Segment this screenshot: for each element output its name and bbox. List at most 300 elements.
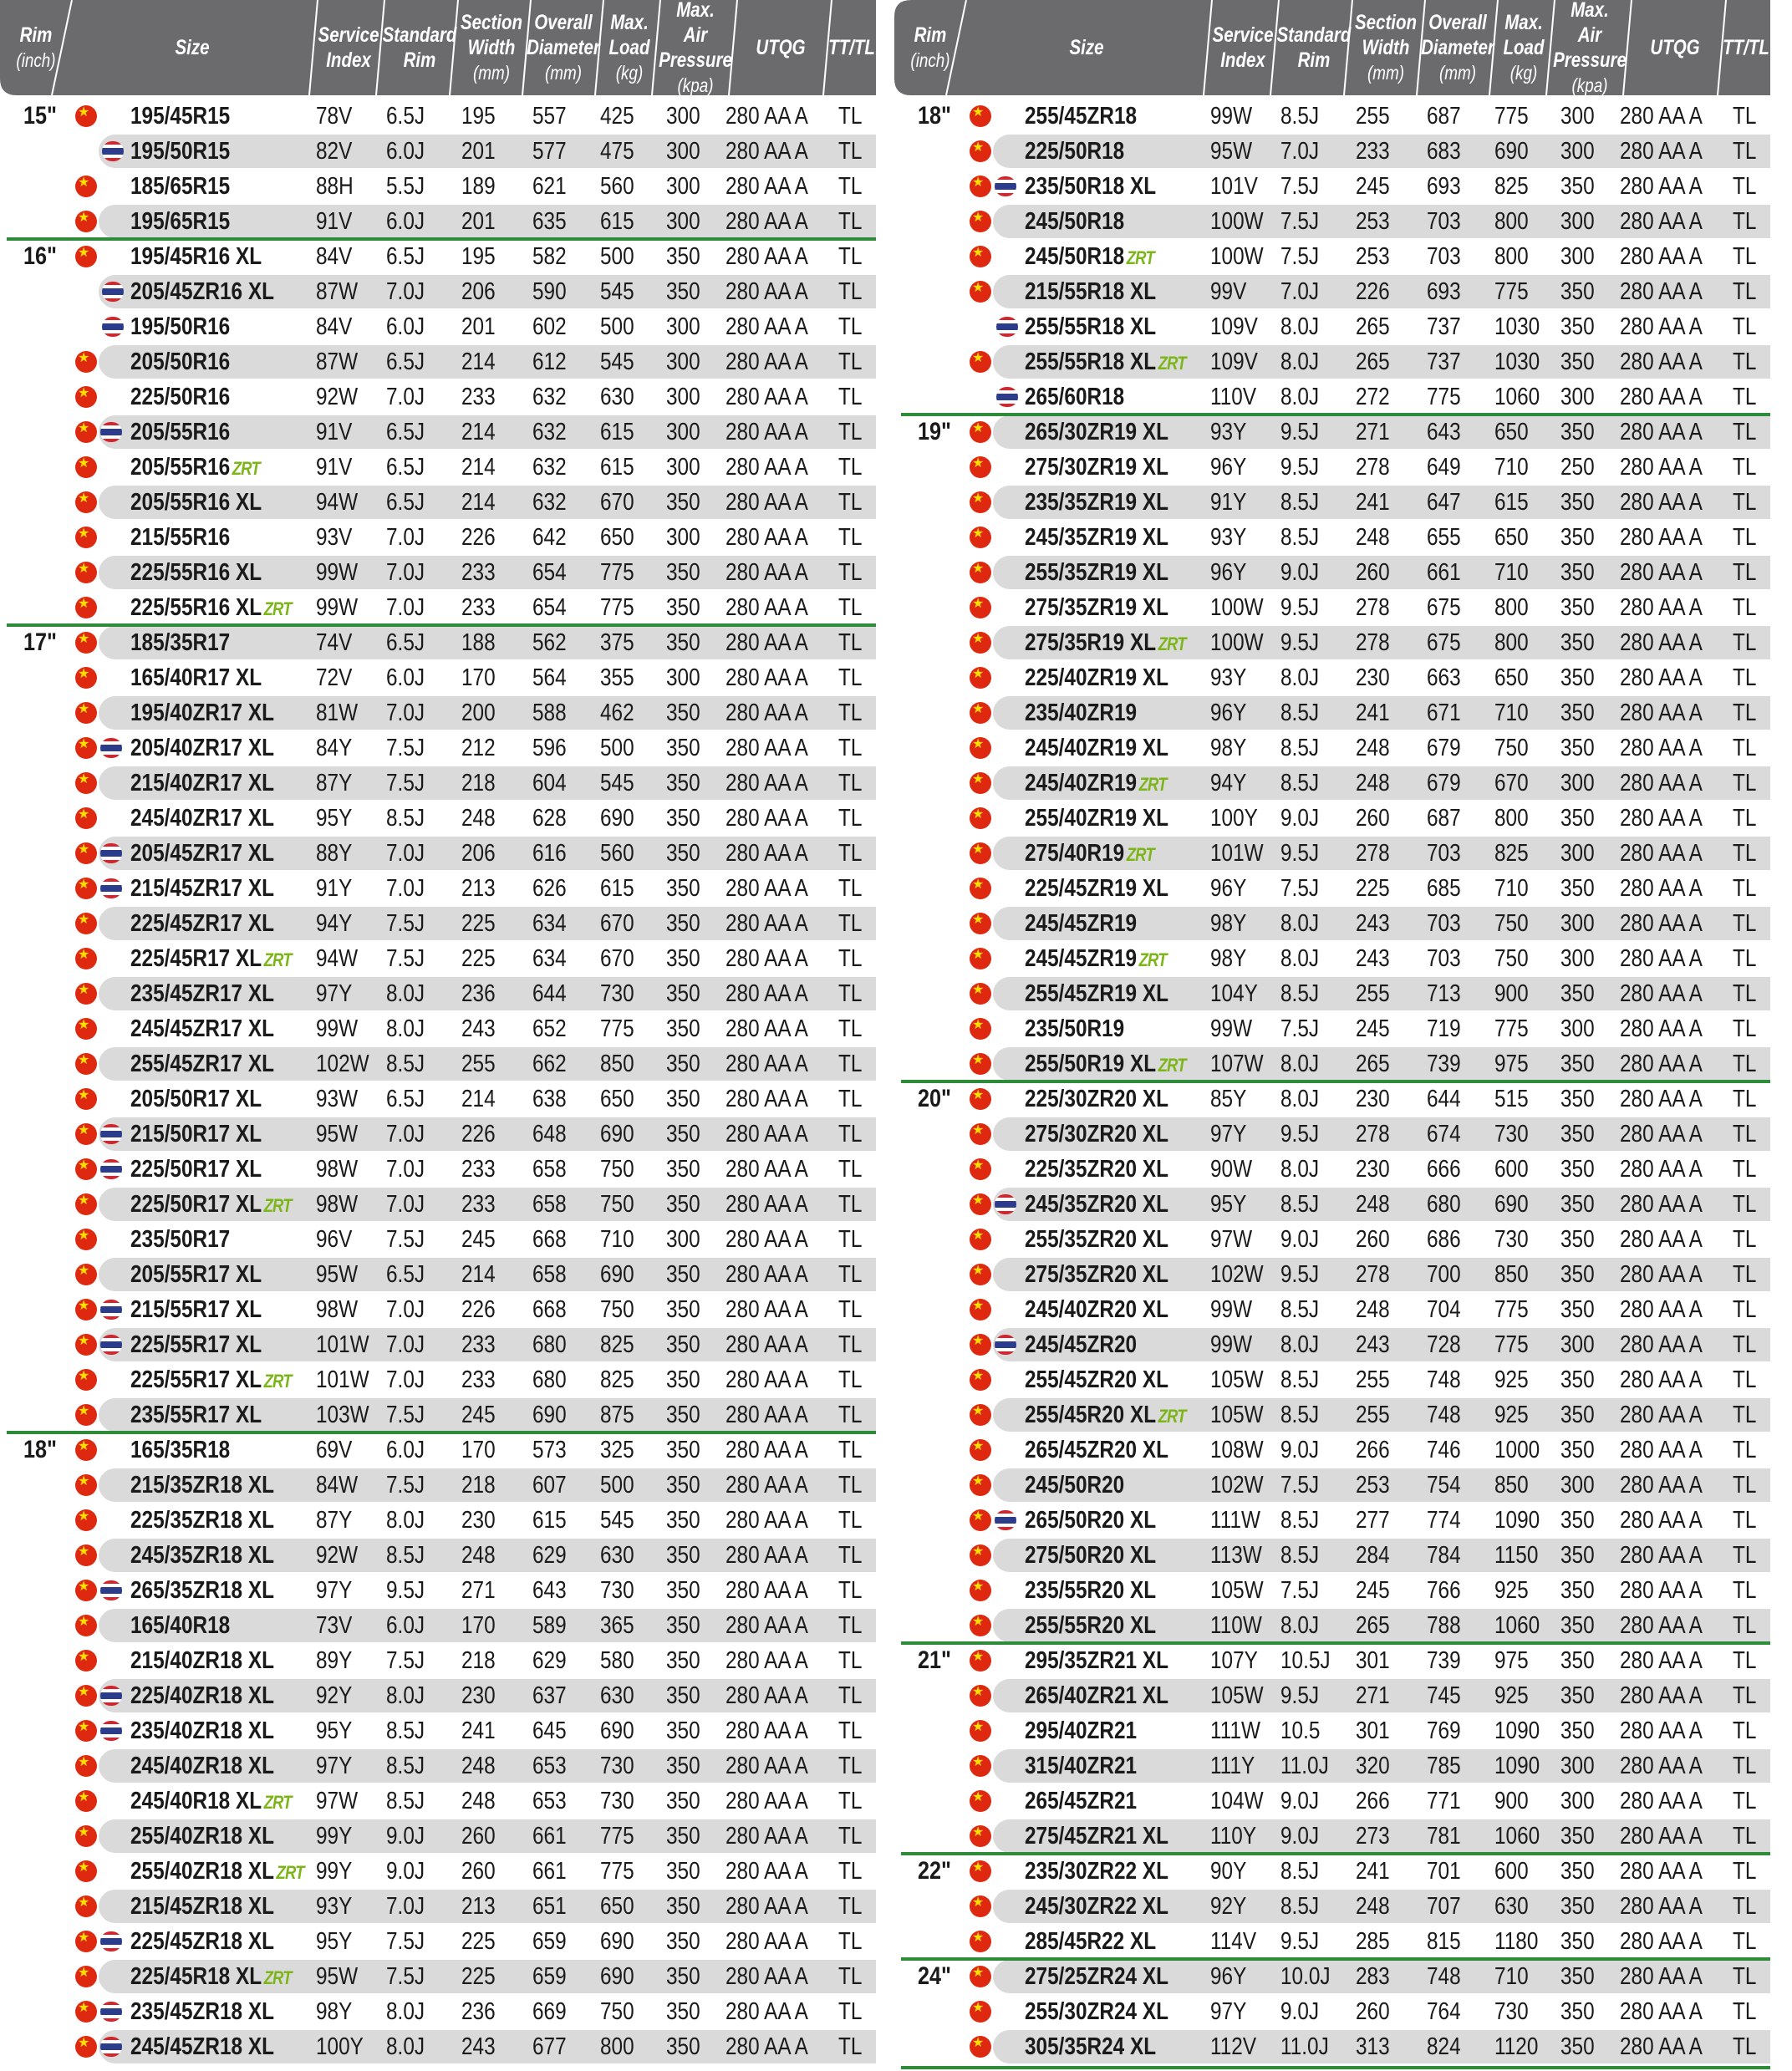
overall-diameter-cell: 582: [532, 243, 567, 270]
section-width-cell: 225: [461, 945, 496, 972]
standard-rim-cell: 7.0J: [386, 384, 425, 410]
max-pressure-cell: 350: [666, 1015, 700, 1042]
max-pressure-cell: 350: [1560, 875, 1595, 902]
size-cell: 245/30ZR22 XL: [1025, 1893, 1168, 1920]
tt-tl-cell: TL: [838, 1331, 863, 1358]
size-cell: 235/50R19: [1025, 1015, 1125, 1042]
size-cell: 225/35ZR18 XL: [130, 1507, 274, 1534]
size-cell: 255/40ZR19 XL: [1025, 805, 1168, 832]
tt-tl-cell: TL: [838, 1753, 863, 1779]
utqg-cell: 280 AA A: [1620, 1015, 1703, 1042]
overall-diameter-cell: 769: [1427, 1717, 1461, 1744]
max-load-cell: 750: [1494, 735, 1529, 761]
section-width-cell: 214: [461, 454, 496, 481]
max-pressure-cell: 350: [666, 243, 700, 270]
china-flag-icon: [970, 456, 991, 478]
standard-rim-cell: 7.5J: [386, 1647, 425, 1674]
max-load-cell: 615: [600, 208, 634, 235]
service-index-cell: 96Y: [1210, 875, 1247, 902]
tt-tl-cell: TL: [1733, 138, 1757, 165]
service-index-cell: 100W: [1210, 594, 1264, 621]
section-width-cell: 236: [461, 980, 496, 1007]
section-width-cell: 236: [461, 1998, 496, 2025]
size-cell: 195/65R15: [130, 208, 231, 235]
size-cell: 215/35ZR18 XL: [130, 1472, 274, 1499]
header-standard-rim-line1: Standard: [382, 23, 457, 47]
size-cell: 235/45ZR17 XL: [130, 980, 274, 1007]
utqg-cell: 280 AA A: [1620, 1437, 1703, 1463]
service-index-cell: 110V: [1210, 384, 1257, 410]
max-load-cell: 1090: [1494, 1753, 1540, 1779]
overall-diameter-cell: 643: [1427, 419, 1461, 445]
standard-rim-cell: 8.5J: [1280, 1893, 1320, 1920]
utqg-cell: 280 AA A: [725, 1682, 808, 1709]
thailand-flag-icon: [100, 1931, 122, 1951]
utqg-cell: 280 AA A: [1620, 1998, 1703, 2025]
china-flag-icon: [75, 913, 97, 934]
max-pressure-cell: 350: [666, 1086, 700, 1112]
size-cell: 205/50R16: [130, 349, 231, 375]
tt-tl-cell: TL: [838, 1437, 863, 1463]
standard-rim-cell: 7.0J: [1280, 138, 1320, 165]
size-cell: 265/50R20 XL: [1025, 1507, 1157, 1534]
max-load-cell: 925: [1494, 1682, 1529, 1709]
max-pressure-cell: 350: [1560, 594, 1595, 621]
service-index-cell: 99W: [316, 1015, 359, 1042]
size-cell: 225/30ZR20 XL: [1025, 1086, 1168, 1112]
max-load-cell: 630: [600, 1542, 634, 1569]
overall-diameter-cell: 693: [1427, 173, 1461, 200]
rim-cell: 24": [918, 1962, 951, 1990]
section-width-cell: 266: [1356, 1437, 1390, 1463]
max-pressure-cell: 350: [666, 1788, 700, 1814]
standard-rim-cell: 7.5J: [1280, 208, 1320, 235]
max-pressure-cell: 350: [666, 1191, 700, 1218]
service-index-cell: 92W: [316, 1542, 359, 1569]
section-width-cell: 195: [461, 103, 496, 130]
table-row: [894, 379, 1770, 415]
section-width-cell: 248: [1356, 735, 1390, 761]
standard-rim-cell: 7.5J: [1280, 1472, 1320, 1499]
max-load-cell: 630: [600, 384, 634, 410]
overall-diameter-cell: 644: [532, 980, 567, 1007]
max-pressure-cell: 350: [1560, 1507, 1595, 1534]
header-size-label: Size: [175, 36, 210, 59]
service-index-cell: 99W: [1210, 1331, 1253, 1358]
size-cell: 245/35ZR20 XL: [1025, 1191, 1168, 1218]
china-flag-icon: [75, 667, 97, 689]
max-pressure-cell: 300: [1560, 1788, 1595, 1814]
standard-rim-cell: 8.0J: [1280, 1612, 1320, 1639]
utqg-cell: 280 AA A: [725, 1963, 808, 1990]
max-pressure-cell: 350: [1560, 173, 1595, 200]
tt-tl-cell: TL: [1733, 629, 1757, 656]
table-row: [0, 976, 876, 1011]
overall-diameter-cell: 654: [532, 559, 567, 586]
tt-tl-cell: TL: [1733, 349, 1757, 375]
service-index-cell: 91Y: [1210, 489, 1247, 516]
max-pressure-cell: 350: [666, 594, 700, 621]
china-flag-icon: [75, 1158, 97, 1180]
service-index-cell: 95Y: [1210, 1191, 1247, 1218]
max-load-cell: 800: [1494, 208, 1529, 235]
section-width-cell: 225: [461, 1928, 496, 1955]
size-cell: 215/45ZR17 XL: [130, 875, 274, 902]
tt-tl-cell: TL: [838, 770, 863, 796]
header-max-load-line1: Max.: [610, 11, 649, 34]
standard-rim-cell: 7.5J: [386, 910, 425, 937]
table-row: [0, 660, 876, 695]
max-pressure-cell: 350: [666, 1647, 700, 1674]
tt-tl-cell: TL: [838, 103, 863, 130]
standard-rim-cell: 9.5J: [1280, 840, 1320, 867]
table-row: [0, 1713, 876, 1748]
max-pressure-cell: 350: [1560, 1261, 1595, 1288]
max-load-cell: 580: [600, 1647, 634, 1674]
size-cell: 305/35R24 XL: [1025, 2033, 1157, 2060]
max-pressure-cell: 350: [1560, 664, 1595, 691]
max-load-cell: 775: [1494, 1296, 1529, 1323]
size-cell: [1025, 836, 1154, 871]
service-index-cell: 99W: [1210, 103, 1253, 130]
table-row: [0, 1573, 876, 1608]
section-width-cell: 273: [1356, 1823, 1390, 1850]
overall-diameter-cell: 616: [532, 840, 567, 867]
table-row: [894, 1397, 1770, 1432]
tt-tl-cell: TL: [1733, 313, 1757, 340]
zrt-badge: ZRT: [276, 1862, 304, 1883]
header-rim-label: Rim: [19, 23, 53, 47]
size-cell: 265/60R18: [1025, 384, 1125, 410]
overall-diameter-cell: 700: [1427, 1261, 1461, 1288]
utqg-cell: 280 AA A: [725, 664, 808, 691]
utqg-cell: 280 AA A: [725, 1753, 808, 1779]
utqg-cell: 280 AA A: [1620, 1156, 1703, 1183]
china-flag-icon: [75, 386, 97, 408]
section-width-cell: 260: [1356, 1998, 1390, 2025]
thailand-flag-icon: [100, 1300, 122, 1320]
max-load-cell: 800: [600, 2033, 634, 2060]
max-pressure-cell: 350: [1560, 1998, 1595, 2025]
section-width-cell: 260: [461, 1858, 496, 1885]
max-load-cell: 800: [1494, 594, 1529, 621]
service-index-cell: 85Y: [1210, 1086, 1247, 1112]
table-row: [0, 1468, 876, 1503]
service-index-cell: 95Y: [316, 1717, 353, 1744]
section-width-cell: 214: [461, 1261, 496, 1288]
max-pressure-cell: 350: [1560, 980, 1595, 1007]
table-row: [0, 1257, 876, 1292]
header-service-index-line1: Service: [1212, 23, 1274, 47]
overall-diameter-cell: 754: [1427, 1472, 1461, 1499]
header-service-index-line1: Service: [318, 23, 379, 47]
utqg-cell: 280 AA A: [725, 1402, 808, 1428]
service-index-cell: 84V: [316, 243, 353, 270]
max-pressure-cell: 350: [666, 805, 700, 832]
section-width-cell: 245: [1356, 173, 1390, 200]
size-cell: 215/40ZR17 XL: [130, 770, 274, 796]
section-width-cell: 248: [461, 1753, 496, 1779]
table-bottom-divider: [901, 2066, 1770, 2069]
header-section-width-unit: (mm): [1367, 62, 1404, 84]
thailand-flag-icon: [100, 878, 122, 898]
standard-rim-cell: 8.0J: [386, 1998, 425, 2025]
china-flag-icon: [75, 246, 97, 267]
size-text: 225/45R17 XL: [130, 945, 262, 972]
service-index-cell: 96Y: [1210, 700, 1247, 726]
size-cell: 255/55R18 XL: [1025, 313, 1157, 340]
service-index-cell: 87Y: [316, 1507, 353, 1534]
size-cell: 245/40ZR19 XL: [1025, 735, 1168, 761]
tt-tl-cell: TL: [1733, 1893, 1757, 1920]
section-width-cell: 243: [461, 1015, 496, 1042]
standard-rim-cell: 9.5J: [1280, 454, 1320, 481]
tt-tl-cell: TL: [838, 1507, 863, 1534]
max-pressure-cell: 350: [1560, 1963, 1595, 1990]
section-width-cell: 243: [1356, 945, 1390, 972]
utqg-cell: 280 AA A: [725, 1998, 808, 2025]
table-row: [0, 590, 876, 625]
tt-tl-cell: TL: [838, 208, 863, 235]
china-flag-icon: [75, 1439, 97, 1461]
service-index-cell: 96Y: [1210, 1963, 1247, 1990]
size-text: 255/50R19 XL: [1025, 1051, 1157, 1077]
overall-diameter-cell: 766: [1427, 1577, 1461, 1604]
tt-tl-cell: TL: [1733, 1437, 1757, 1463]
standard-rim-cell: 7.5J: [386, 770, 425, 796]
table-row: [894, 2029, 1770, 2064]
overall-diameter-cell: 748: [1427, 1402, 1461, 1428]
standard-rim-cell: 11.0J: [1280, 2033, 1329, 2060]
standard-rim-cell: 8.0J: [1280, 313, 1320, 340]
max-load-cell: 730: [1494, 1226, 1529, 1253]
max-pressure-cell: 300: [666, 138, 700, 165]
section-width-cell: 170: [461, 1612, 496, 1639]
utqg-cell: 280 AA A: [725, 313, 808, 340]
max-load-cell: 775: [1494, 103, 1529, 130]
china-flag-icon: [970, 281, 991, 303]
thailand-flag-icon: [102, 317, 124, 337]
section-width-cell: 206: [461, 278, 496, 305]
rim-cell: 19": [918, 418, 951, 445]
service-index-cell: 100W: [1210, 208, 1264, 235]
standard-rim-cell: 7.5J: [386, 1402, 425, 1428]
overall-diameter-cell: 661: [1427, 559, 1461, 586]
header-utqg: [744, 0, 818, 95]
size-cell: 245/50R20: [1025, 1472, 1125, 1499]
china-flag-icon: [970, 491, 991, 513]
section-width-cell: 233: [461, 594, 496, 621]
max-load-cell: 710: [600, 1226, 634, 1253]
standard-rim-cell: 6.5J: [386, 629, 425, 656]
service-index-cell: 108W: [1210, 1437, 1264, 1463]
overall-diameter-cell: 629: [532, 1647, 567, 1674]
header-utqg-label: UTQG: [1650, 36, 1700, 59]
overall-diameter-cell: 612: [532, 349, 567, 375]
max-load-cell: 615: [600, 419, 634, 445]
thailand-flag-icon: [100, 843, 122, 863]
max-load-cell: 1090: [1494, 1507, 1540, 1534]
section-width-cell: 278: [1356, 629, 1390, 656]
table-row: [894, 1117, 1770, 1152]
table-row: [0, 1538, 876, 1573]
tt-tl-cell: TL: [838, 1472, 863, 1499]
standard-rim-cell: 9.0J: [386, 1858, 425, 1885]
max-pressure-cell: 300: [1560, 103, 1595, 130]
utqg-cell: 280 AA A: [1620, 1121, 1703, 1147]
right-size-table: [894, 0, 1770, 2069]
table-row: [894, 1011, 1770, 1046]
tt-tl-cell: TL: [838, 1577, 863, 1604]
china-flag-icon: [970, 1755, 991, 1777]
overall-diameter-cell: 703: [1427, 208, 1461, 235]
max-load-cell: 710: [1494, 559, 1529, 586]
max-pressure-cell: 300: [666, 208, 700, 235]
tt-tl-cell: TL: [838, 1191, 863, 1218]
zrt-badge: ZRT: [263, 1967, 292, 1988]
china-flag-icon: [970, 1299, 991, 1320]
standard-rim-cell: 8.0J: [1280, 945, 1320, 972]
tt-tl-cell: TL: [838, 173, 863, 200]
standard-rim-cell: 8.5J: [386, 805, 425, 832]
section-width-cell: 201: [461, 313, 496, 340]
utqg-cell: 280 AA A: [1620, 945, 1703, 972]
table-row: [894, 906, 1770, 941]
overall-diameter-cell: 737: [1427, 349, 1461, 375]
china-flag-icon: [75, 772, 97, 794]
overall-diameter-cell: 771: [1427, 1788, 1461, 1814]
utqg-cell: 280 AA A: [725, 524, 808, 551]
standard-rim-cell: 8.0J: [1280, 384, 1320, 410]
overall-diameter-cell: 659: [532, 1928, 567, 1955]
max-pressure-cell: 350: [1560, 1402, 1595, 1428]
section-width-cell: 245: [461, 1402, 496, 1428]
size-cell: 295/40ZR21: [1025, 1717, 1138, 1744]
utqg-cell: 280 AA A: [725, 1507, 808, 1534]
max-load-cell: 775: [1494, 1015, 1529, 1042]
standard-rim-cell: 8.5J: [1280, 1542, 1320, 1569]
max-pressure-cell: 300: [666, 173, 700, 200]
header-rim-label: Rim: [914, 23, 947, 47]
china-flag-icon: [970, 842, 991, 864]
thailand-flag-icon: [995, 176, 1016, 196]
tt-tl-cell: TL: [838, 384, 863, 410]
right-table-body: [894, 99, 1770, 2069]
utqg-cell: 280 AA A: [725, 1472, 808, 1499]
utqg-cell: 280 AA A: [1620, 1366, 1703, 1393]
max-pressure-cell: 300: [1560, 945, 1595, 972]
utqg-cell: 280 AA A: [725, 770, 808, 796]
size-cell: 165/35R18: [130, 1437, 231, 1463]
standard-rim-cell: 8.5J: [1280, 103, 1320, 130]
tt-tl-cell: TL: [838, 454, 863, 481]
max-load-cell: 690: [600, 1261, 634, 1288]
table-row: [894, 1854, 1770, 1889]
china-flag-icon: [970, 1158, 991, 1180]
service-index-cell: 100W: [1210, 243, 1264, 270]
max-load-cell: 500: [600, 1472, 634, 1499]
overall-diameter-cell: 638: [532, 1086, 567, 1112]
tt-tl-cell: TL: [1733, 1121, 1757, 1147]
overall-diameter-cell: 628: [532, 805, 567, 832]
tt-tl-cell: TL: [1733, 1086, 1757, 1112]
tt-tl-cell: TL: [838, 1893, 863, 1920]
standard-rim-cell: 9.0J: [1280, 1226, 1320, 1253]
left-table-body: [0, 99, 876, 2069]
china-flag-icon: [75, 491, 97, 513]
size-cell: 275/50R20 XL: [1025, 1542, 1157, 1569]
china-flag-icon: [970, 1580, 991, 1601]
max-load-cell: 710: [1494, 1963, 1529, 1990]
standard-rim-cell: 7.5J: [1280, 875, 1320, 902]
header-overall-diameter-unit: (mm): [1439, 62, 1476, 84]
header-rim-unit: (inch): [910, 49, 950, 71]
tt-tl-cell: TL: [1733, 1015, 1757, 1042]
max-pressure-cell: 350: [1560, 1928, 1595, 1955]
china-flag-icon: [75, 1053, 97, 1075]
max-load-cell: 710: [1494, 875, 1529, 902]
overall-diameter-cell: 788: [1427, 1612, 1461, 1639]
standard-rim-cell: 8.5J: [1280, 524, 1320, 551]
table-row: [894, 415, 1770, 450]
standard-rim-cell: 7.0J: [386, 1121, 425, 1147]
size-cell: 225/45ZR19 XL: [1025, 875, 1168, 902]
header-rim: [901, 0, 960, 95]
service-index-cell: 91Y: [316, 875, 353, 902]
header-section-width-line2: Width: [1362, 36, 1410, 59]
tt-tl-cell: TL: [838, 1366, 863, 1393]
china-flag-icon: [75, 1790, 97, 1812]
max-pressure-cell: 350: [666, 1753, 700, 1779]
overall-diameter-cell: 643: [532, 1577, 567, 1604]
table-row: [0, 1327, 876, 1362]
service-index-cell: 93Y: [1210, 524, 1247, 551]
utqg-cell: 280 AA A: [1620, 173, 1703, 200]
size-cell: [130, 450, 260, 485]
section-width-cell: 265: [1356, 1612, 1390, 1639]
section-width-cell: 230: [461, 1682, 496, 1709]
standard-rim-cell: 7.0J: [386, 840, 425, 867]
china-flag-icon: [75, 737, 97, 759]
max-pressure-cell: 350: [666, 980, 700, 1007]
section-width-cell: 225: [461, 1963, 496, 1990]
max-load-cell: 670: [600, 945, 634, 972]
overall-diameter-cell: 632: [532, 454, 567, 481]
table-row: [0, 1678, 876, 1713]
service-index-cell: 97Y: [316, 1577, 353, 1604]
utqg-cell: 280 AA A: [1620, 243, 1703, 270]
service-index-cell: 93V: [316, 524, 353, 551]
service-index-cell: 84V: [316, 313, 353, 340]
overall-diameter-cell: 588: [532, 700, 567, 726]
max-load-cell: 425: [600, 103, 634, 130]
max-pressure-cell: 350: [1560, 1121, 1595, 1147]
service-index-cell: 104Y: [1210, 980, 1258, 1007]
header-max-load: [605, 0, 653, 95]
utqg-cell: 280 AA A: [725, 1051, 808, 1077]
standard-rim-cell: 8.5J: [1280, 1858, 1320, 1885]
utqg-cell: 280 AA A: [725, 1331, 808, 1358]
service-index-cell: 101V: [1210, 173, 1258, 200]
size-cell: 205/55R17 XL: [130, 1261, 262, 1288]
overall-diameter-cell: 703: [1427, 243, 1461, 270]
service-index-cell: 84Y: [316, 735, 353, 761]
table-row: [0, 379, 876, 415]
standard-rim-cell: 8.5J: [386, 1542, 425, 1569]
max-load-cell: 690: [600, 1121, 634, 1147]
service-index-cell: 107Y: [1210, 1647, 1258, 1674]
max-load-cell: 560: [600, 840, 634, 867]
